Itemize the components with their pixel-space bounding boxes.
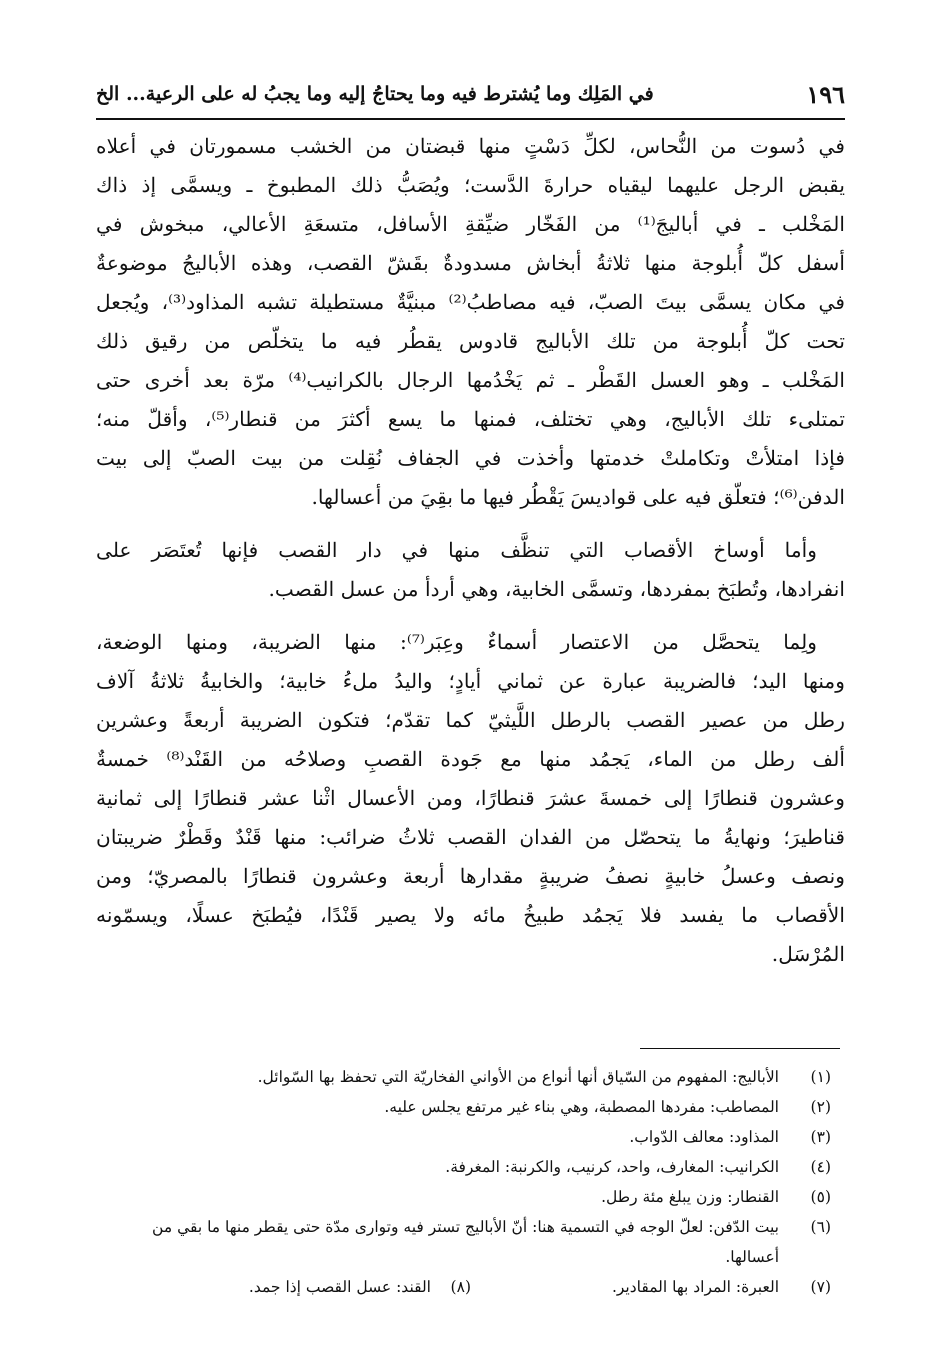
footnotes xyxy=(96,1062,831,1302)
text-line: وعشرون قنطارًا إلى خمسةَ عشرَ قنطارًا، ومن الأعسال اثْنا عشر قنطارًا إلى ثمانية xyxy=(96,786,845,810)
page-number: ١٩٦ xyxy=(806,79,845,109)
footnote-number: (٤) xyxy=(810,1158,831,1176)
header-rule xyxy=(96,118,845,120)
paragraph xyxy=(96,623,845,974)
text-line: فإذا امتلأتْ وتكاملتْ خدمتها وأخذت في الجفاف نُقِلت من بيت الصبّ إلى بيت xyxy=(96,446,845,470)
running-header xyxy=(96,74,845,114)
main-text xyxy=(96,127,845,974)
footnote-row xyxy=(96,1272,831,1302)
paragraph xyxy=(96,127,845,517)
running-title: في المَلِك وما يُشترط فيه وما يحتاجُ إليه وما يجبُ له على الرعية... الخ xyxy=(96,83,654,105)
footnote-text: العبرة: المراد بها المقادير. xyxy=(611,1278,779,1296)
footnote-text: المصاطب: مفردها المصطبة، وهي بناء غير مرتفع يجلس عليه. xyxy=(384,1098,779,1116)
footnote-number: (٨) xyxy=(450,1278,471,1296)
footnote-number: (٧) xyxy=(810,1278,831,1296)
text-line: الدفن⁽⁶⁾؛ فتعلّق فيه على قواديسَ يَقْطُر فيها ما بقِيَ من أعسالها. xyxy=(311,485,845,509)
text-line: رطل من عصير القصب بالرطل اللَّيثيّ كما تقدّم؛ فتكون الضريبة أربعةً وعشرين xyxy=(96,708,845,732)
text-line: تحت كلّ أُبلوجة من تلك الأباليج قادوس يقطُر فيه ما يتخلّص من رقيق ذلك xyxy=(96,329,845,353)
footnote xyxy=(96,1182,831,1212)
footnote-text: المذاود: معالف الدّواب. xyxy=(629,1128,779,1146)
footnote-number: (٣) xyxy=(810,1128,831,1146)
text-line: أسفل كلّ أُبلوجة منها ثلاثةُ أبخاش مسدودةٌ بقَشّ القصب، وهذه الأباليجُ موضوعةٌ xyxy=(96,251,845,275)
paragraph xyxy=(96,531,845,609)
footnote xyxy=(211,1272,471,1302)
footnote xyxy=(96,1092,831,1122)
text-line: وأما أوساخ الأقصاب التي تنظَّف منها في دار القصب فإنها تُعتَصَر على xyxy=(96,538,817,562)
footnote-text: بيت الدّفن: لعلّ الوجه في التسمية هنا: أنّ الأباليج تستر فيه وتوارى مدّة حتى يقطر منها ما بقي من أعسالها. xyxy=(152,1218,779,1266)
text-line: المُرْسَل. xyxy=(771,942,845,966)
footnote xyxy=(96,1212,831,1272)
footnote-number: (٦) xyxy=(810,1218,831,1236)
text-line: ومنها اليد؛ فالضريبة عبارة عن ثماني أيادٍ؛ واليدُ ملءُ خابية؛ والخابيةُ ثلاثةُ آلاف xyxy=(96,669,845,693)
text-line: يقبض الرجل عليهما ليقياه حرارةَ الدَّست؛ ويُصَبُّ ذلك المطبوخ ـ ويسمَّى إذ ذاك xyxy=(96,173,846,197)
footnote-text: القند: عسل القصب إذا جمد. xyxy=(248,1278,431,1296)
text-line: في مكان يسمَّى بيتَ الصبّ، فيه مصاطبُ⁽²⁾ مبنيَّةٌ مستطيلة تشبه المذاود⁽³⁾، ويُجعل xyxy=(96,290,845,314)
footnote-number: (٢) xyxy=(810,1098,831,1116)
text-line: ألف رطل من الماء، يَجمُد منها مع جَودة القصبِ وصلاحُه من القَنْد⁽⁸⁾ خمسةٌ xyxy=(96,747,845,771)
text-line: في دُسوت من النُّحاس، لكلِّ دَسْتٍ منها قبضتان من الخشب مسمورتان في أعلاه xyxy=(96,134,845,158)
text-line: ونصف وعسلُ خابيةٍ نصفُ ضريبةٍ مقدارها أربعة وعشرون قنطارًا بالمصريّ؛ ومن xyxy=(96,864,845,888)
text-line: تمتلىء تلك الأباليج، وهي تختلف، فمنها ما يسع أكثرَ من قنطار⁽⁵⁾، وأقلّ منه؛ xyxy=(96,407,845,431)
footnote xyxy=(96,1122,831,1152)
footnote-separator xyxy=(640,1048,840,1049)
footnote xyxy=(96,1062,831,1092)
text-line: انفرادها، وتُطبَخ بمفردها، وتسمَّى الخابية، وهي أردأ من عسل القصب. xyxy=(268,577,845,601)
text-line: قناطيرَ؛ ونهايةُ ما يتحصّل من الفدان القصب ثلاثُ ضرائب: منها قَنْدٌ وقَطْرٌ ضريبتان xyxy=(96,825,845,849)
footnote xyxy=(96,1152,831,1182)
footnote-text: الأباليج: المفهوم من السّياق أنها أنواع من الأواني الفخاريّة التي تحفظ بها السّوائل. xyxy=(257,1068,779,1086)
text-line: ولِما يتحصَّل من الاعتصار أسماءٌ وعِبَر⁽⁷⁾: منها الضريبة، ومنها الوضعة، xyxy=(96,630,818,654)
footnote-text: الكرانيب: المغارف، واحد، كرنيب، والكرنبة: المغرفة. xyxy=(445,1158,779,1176)
text-line: الأقصاب ما يفسد فلا يَجمُد طبيخُ مائه ولا يصير قَنْدًا، فيُطبَخ عسلًا، ويسمّونه xyxy=(96,903,845,927)
text-line: المَخْلب ـ وهو العسل القَطْر ـ ثم يَخْدُمها الرجال بالكرانيب⁽⁴⁾ مرّة بعد أخرى حتى xyxy=(96,368,845,392)
text-line: المَخْلب ـ في أباليجَ⁽¹⁾ من الفَخّار ضيِّقةِ الأسافل، متسعَةِ الأعالي، مبخوش في xyxy=(96,212,845,236)
footnote-number: (١) xyxy=(810,1068,831,1086)
footnote-text: القنطار: وزن يبلغ مئة رطل. xyxy=(601,1188,779,1206)
footnote xyxy=(571,1272,831,1302)
footnote-number: (٥) xyxy=(810,1188,831,1206)
